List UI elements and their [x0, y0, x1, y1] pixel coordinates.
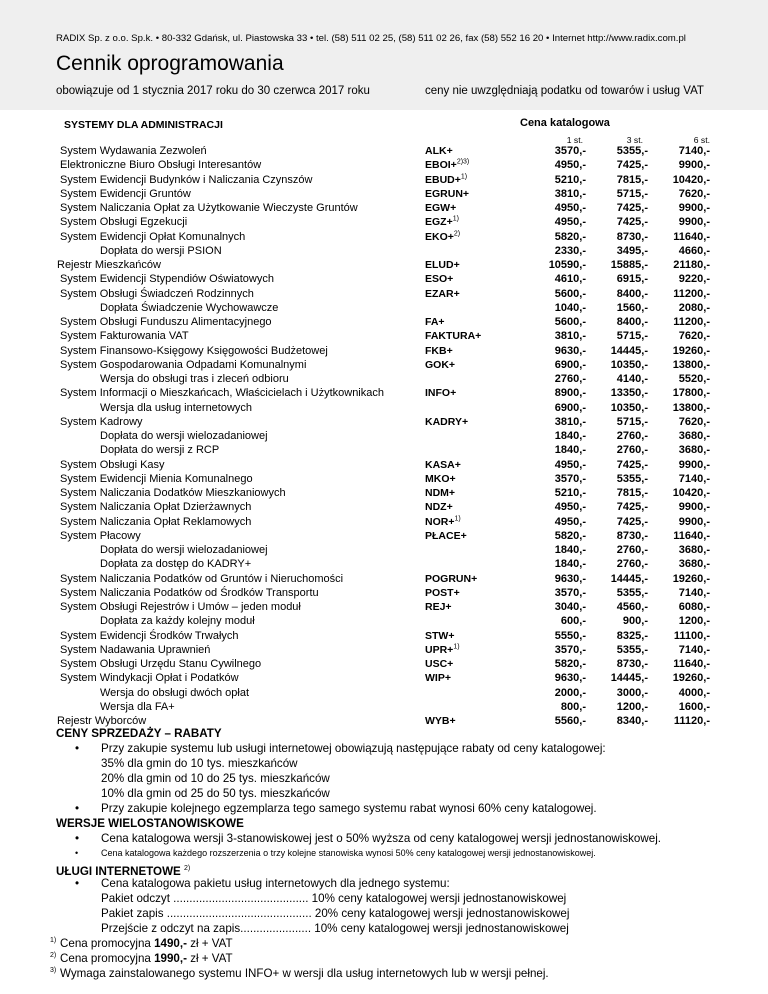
- product-name: System Obsługi Rejestrów i Umów – jeden moduł: [60, 601, 301, 613]
- footnote-ref: 1): [460, 173, 468, 180]
- table-sub-row: [0, 244, 768, 258]
- price-1-station: 5550,-: [554, 629, 586, 642]
- table-sub-row: [0, 686, 768, 700]
- table-row: [0, 486, 768, 500]
- price-3-station: 3495,-: [616, 244, 648, 257]
- product-code: POGRUN+: [425, 572, 478, 585]
- price-6-station: 9900,-: [678, 159, 710, 172]
- product-code: EKO+$^{2)}$: [425, 230, 461, 243]
- product-code: MKO+: [425, 472, 456, 485]
- table-row: [0, 230, 768, 244]
- price-6-station: 9900,-: [678, 458, 710, 471]
- product-name: System Naliczania Podatków od Gruntów i Nieruchomości: [60, 572, 344, 585]
- table-row: [0, 173, 768, 187]
- product-code: NOR+$^{1)}$: [425, 515, 461, 528]
- price-1-station: 4950,-: [554, 458, 586, 471]
- price-6-station: 3680,-: [678, 430, 710, 442]
- table-row: [0, 515, 768, 529]
- table-row: [0, 458, 768, 472]
- price-6-station: 11640,-: [673, 658, 710, 670]
- multistation-title: WERSJE WIELOSTANOWISKOWE: [56, 817, 244, 830]
- price-1-station: 3040,-: [554, 601, 586, 613]
- price-1-station: 2000,-: [554, 686, 586, 699]
- price-6-station: 19260,-: [672, 672, 710, 685]
- company-info: RADIX Sp. z o.o. Sp.k. • 80-332 Gdańsk, ul. Piastowska 33 • tel. (58) 511 02 25, (58) 511 02 26, fax (58) 552 16 20 • Internet http://www.radix.com.pl: [56, 33, 686, 44]
- product-name: System Obsługi Świadczeń Rodzinnych: [60, 287, 254, 300]
- table-row: [0, 572, 768, 586]
- internet-title-sup: 2): [183, 865, 191, 872]
- price-3-station: 13350,-: [610, 387, 648, 400]
- price-3-station: 4140,-: [616, 373, 648, 385]
- table-row: [0, 258, 768, 272]
- price-3-station: 7425,-: [616, 159, 648, 172]
- price-1-station: 5600,-: [554, 287, 586, 300]
- price-6-station: 17800,-: [672, 387, 710, 400]
- price-3-station: 8400,-: [616, 316, 648, 328]
- product-code: REJ+: [425, 601, 452, 613]
- table-row: [0, 158, 768, 172]
- product-name: Dopłata do wersji wielozadaniowej: [100, 544, 268, 556]
- price-1-station: 1840,-: [554, 430, 586, 442]
- price-1-station: 1840,-: [554, 444, 586, 457]
- column-header-1st: 1 st.: [566, 135, 583, 145]
- product-name: Dopłata Świadczenie Wychowawcze: [100, 301, 279, 314]
- price-1-station: 4950,-: [554, 216, 586, 229]
- product-name: System Naliczania Dodatków Mieszkaniowych: [60, 487, 286, 499]
- footnote-ref: 1): [453, 643, 460, 651]
- footnote-text: Cena promocyjna: [60, 952, 155, 965]
- price-6-station: 13800,-: [672, 358, 710, 371]
- price-3-station: 5355,-: [616, 586, 648, 599]
- price-6-station: 5520,-: [678, 373, 710, 385]
- price-6-station: 7620,-: [678, 415, 710, 428]
- price-1-station: 3810,-: [554, 330, 586, 343]
- price-1-station: 5560,-: [554, 715, 586, 727]
- price-3-station: 7425,-: [616, 515, 648, 528]
- price-1-station: 4610,-: [554, 273, 586, 286]
- price-3-station: 14445,-: [610, 572, 648, 585]
- price-6-station: 10420,-: [672, 487, 710, 499]
- price-1-station: 5820,-: [554, 658, 586, 670]
- internet-package-read: Pakiet odczyt .......................................... 10% ceny katalogowej wersji jednostanowiskowej: [101, 892, 567, 905]
- product-name: System Naliczania Podatków od Środków Transportu: [60, 586, 319, 599]
- product-code: ESO+: [425, 273, 454, 286]
- discount-tier-3: 10% dla gmin od 25 do 50 tys. mieszkańców: [101, 787, 330, 800]
- discount-tier-1: 35% dla gmin do 10 tys. mieszkańców: [101, 757, 298, 770]
- price-3-station: 2760,-: [616, 430, 648, 442]
- footnote-text: zł + VAT: [186, 952, 233, 965]
- table-sub-row: [0, 372, 768, 386]
- price-6-station: 19260,-: [672, 344, 710, 357]
- product-name: System Ewidencji Mienia Komunalnego: [60, 472, 253, 485]
- price-6-station: 9900,-: [678, 216, 710, 229]
- product-code: KADRY+: [425, 415, 469, 428]
- price-3-station: 6915,-: [616, 273, 648, 286]
- price-1-station: 3810,-: [554, 415, 586, 428]
- product-code: EBOI+$^{2)3)}$: [425, 158, 470, 172]
- footnote-1: [0, 936, 768, 951]
- price-6-station: 6080,-: [678, 601, 710, 613]
- price-6-station: 4660,-: [678, 244, 710, 257]
- price-3-station: 1200,-: [616, 700, 648, 713]
- product-name: Wersja do obsługi tras i zleceń odbioru: [100, 373, 289, 385]
- footnote-text: zł + VAT: [186, 937, 233, 950]
- price-6-station: 9220,-: [678, 273, 710, 286]
- price-6-station: 9900,-: [678, 501, 710, 514]
- product-name: System Finansowo-Księgowy Księgowości Budżetowej: [60, 344, 328, 357]
- product-name: System Ewidencji Gruntów: [60, 187, 191, 200]
- price-6-station: 3680,-: [678, 558, 710, 571]
- page-title: Cennik oprogramowania: [56, 52, 284, 75]
- footnote-mark: 1): [50, 937, 57, 944]
- price-3-station: 1560,-: [616, 301, 648, 314]
- header-band: [0, 0, 768, 110]
- product-name: System Ewidencji Budynków i Naliczania Czynszów: [60, 173, 313, 186]
- table-row: [0, 472, 768, 486]
- footnote-price: 1490,-: [154, 937, 187, 950]
- product-name: Rejestr Wyborców: [57, 715, 147, 727]
- product-code: NDM+: [425, 487, 456, 499]
- footnote-3: [0, 966, 768, 981]
- price-3-station: 10350,-: [610, 358, 648, 371]
- product-code: EGZ+$^{1)}$: [425, 215, 459, 229]
- price-6-station: 9900,-: [678, 515, 710, 528]
- table-row: [0, 586, 768, 600]
- price-header: Cena katalogowa: [520, 117, 610, 129]
- product-name: Wersja do obsługi dwóch opłat: [100, 686, 249, 699]
- table-row: [0, 386, 768, 400]
- table-row: [0, 600, 768, 614]
- product-name: Dopłata do wersji wielozadaniowej: [100, 430, 268, 442]
- product-name: Elektroniczne Biuro Obsługi Interesantów: [60, 159, 262, 172]
- price-6-station: 7140,-: [678, 472, 710, 485]
- price-6-station: 9900,-: [678, 202, 710, 214]
- price-1-station: 600,-: [560, 615, 586, 628]
- product-code: GOK+: [425, 358, 456, 371]
- footnote-text: Wymaga zainstalowanego systemu INFO+ w wersji dla usług internetowych lub w wersji pełnej.: [60, 967, 549, 980]
- price-1-station: 6900,-: [554, 401, 586, 414]
- price-1-station: 2760,-: [554, 373, 586, 385]
- multistation-bullet-1: • Cena katalogowa wersji 3-stanowiskowej jest o 50% wyższa od ceny katalogowej wersji jednostanowiskowej.: [0, 831, 768, 846]
- product-code: WIP+: [425, 672, 451, 685]
- price-3-station: 8730,-: [616, 230, 648, 243]
- table-sub-row: [0, 443, 768, 457]
- price-1-station: 4950,-: [554, 515, 586, 528]
- table-row: [0, 415, 768, 429]
- price-1-station: 8900,-: [554, 387, 586, 400]
- product-code: FAKTURA+: [425, 330, 482, 343]
- price-1-station: 3570,-: [554, 643, 586, 656]
- product-name: System Naliczania Opłat Dzierżawnych: [60, 501, 252, 514]
- price-6-station: 4000,-: [678, 686, 710, 699]
- price-1-station: 1840,-: [554, 558, 586, 571]
- price-3-station: 2760,-: [616, 444, 648, 457]
- price-6-station: 7620,-: [678, 187, 710, 200]
- price-1-station: 3810,-: [554, 187, 586, 200]
- product-code: EGRUN+: [425, 187, 470, 200]
- price-table: [0, 144, 768, 728]
- price-3-station: 10350,-: [610, 401, 648, 414]
- price-6-station: 11120,-: [673, 715, 710, 727]
- discounts-bullet-1: • Przy zakupie systemu lub usługi internetowej obowiązują następujące rabaty od ceny katalogowej:: [0, 741, 768, 756]
- footnote-ref: 2): [453, 230, 461, 237]
- product-code: EBUD+$^{1)}$: [425, 173, 468, 186]
- product-name: Dopłata za dostęp do KADRY+: [100, 558, 252, 571]
- table-row: [0, 201, 768, 215]
- price-3-station: 7815,-: [616, 487, 648, 499]
- price-3-station: 5715,-: [616, 187, 648, 200]
- product-code: ALK+: [425, 145, 453, 157]
- product-name: System Gospodarowania Odpadami Komunalnymi: [60, 358, 307, 371]
- table-row: [0, 643, 768, 657]
- price-3-station: 5355,-: [616, 472, 648, 485]
- price-3-station: 8730,-: [616, 658, 648, 670]
- product-name: System Ewidencji Środków Trwałych: [60, 629, 239, 642]
- product-code: ELUD+: [425, 259, 460, 271]
- table-row: [0, 657, 768, 671]
- product-name: System Kadrowy: [60, 415, 143, 428]
- product-name: System Obsługi Egzekucji: [60, 216, 188, 229]
- price-1-station: 5600,-: [554, 316, 586, 328]
- price-1-station: 6900,-: [554, 358, 586, 371]
- price-6-station: 11640,-: [673, 529, 710, 542]
- product-name: System Fakturowania VAT: [60, 330, 189, 343]
- price-1-station: 9630,-: [554, 672, 586, 685]
- price-6-station: 2080,-: [678, 301, 710, 314]
- price-3-station: 8340,-: [616, 715, 648, 727]
- price-1-station: 4950,-: [554, 159, 586, 172]
- internet-title: [0, 861, 768, 876]
- footnote-ref: 2)3): [456, 158, 470, 166]
- price-3-station: 7815,-: [616, 173, 648, 186]
- product-name: Wersja dla FA+: [100, 700, 175, 713]
- internet-bullet-1: • Cena katalogowa pakietu usług internetowych dla jednego systemu:: [0, 876, 768, 891]
- price-1-station: 5210,-: [554, 173, 586, 186]
- footnote-ref: 1): [454, 515, 461, 522]
- product-code: STW+: [425, 629, 455, 642]
- product-name: System Obsługi Kasy: [60, 458, 165, 471]
- price-6-station: 7620,-: [678, 330, 710, 343]
- product-code: NDZ+: [425, 501, 453, 514]
- price-1-station: 3570,-: [554, 145, 586, 157]
- product-code: WYB+: [425, 715, 456, 727]
- price-1-station: 1040,-: [554, 301, 586, 314]
- table-row: [0, 187, 768, 201]
- column-header-6st: 6 st.: [693, 135, 710, 145]
- price-6-station: 21180,-: [673, 259, 710, 271]
- price-1-station: 3570,-: [554, 586, 586, 599]
- discounts-bullet-2: • Przy zakupie kolejnego egzemplarza tego samego systemu rabat wynosi 60% ceny katalogowej.: [0, 801, 768, 816]
- price-3-station: 14445,-: [610, 344, 648, 357]
- product-code: UPR+$^{1)}$: [425, 643, 460, 656]
- price-6-station: 7140,-: [678, 643, 710, 656]
- table-row: [0, 500, 768, 514]
- product-name: System Płacowy: [60, 529, 141, 542]
- price-6-station: 11200,-: [673, 287, 710, 300]
- multistation-bullet-2: • Cena katalogowa każdego rozszerzenia o trzy kolejne stanowiska wynosi 50% ceny katalogowej wersji jednostanowiskowej.: [0, 846, 768, 861]
- price-3-station: 7425,-: [616, 216, 648, 229]
- price-6-station: 11200,-: [673, 316, 710, 328]
- table-row: [0, 272, 768, 286]
- validity-period: obowiązuje od 1 stycznia 2017 roku do 30 czerwca 2017 roku: [56, 85, 370, 97]
- price-3-station: 15885,-: [610, 259, 648, 271]
- internet-title-text: UŁUGI INTERNETOWE: [56, 864, 181, 878]
- price-1-station: 4950,-: [554, 202, 586, 214]
- discounts-title: CENY SPRZEDAŻY – RABATY: [56, 727, 222, 740]
- column-header-3st: 3 st.: [626, 135, 643, 145]
- vat-note: ceny nie uwzględniają podatku od towarów i usług VAT: [425, 85, 704, 97]
- product-code: FKB+: [425, 344, 453, 357]
- product-name: System Obsługi Urzędu Stanu Cywilnego: [60, 658, 262, 670]
- price-1-station: 2330,-: [554, 244, 586, 257]
- table-sub-row: [0, 543, 768, 557]
- table-sub-row: [0, 700, 768, 714]
- product-name: System Ewidencji Stypendiów Oświatowych: [60, 273, 274, 286]
- table-row: [0, 629, 768, 643]
- price-3-station: 7425,-: [616, 202, 648, 214]
- product-name: System Informacji o Mieszkańcach, Właścicielach i Użytkownikach: [60, 387, 384, 400]
- table-sub-row: [0, 301, 768, 315]
- price-3-station: 3000,-: [616, 686, 648, 699]
- price-1-station: 5820,-: [554, 529, 586, 542]
- product-code: EGW+: [425, 202, 457, 214]
- table-sub-row: [0, 429, 768, 443]
- footnote-price: 1990,-: [154, 952, 187, 965]
- price-1-station: 9630,-: [554, 572, 586, 585]
- product-name: System Nadawania Uprawnień: [60, 643, 211, 656]
- price-3-station: 5355,-: [616, 643, 648, 656]
- price-3-station: 5715,-: [616, 330, 648, 343]
- price-1-station: 4950,-: [554, 501, 586, 514]
- price-6-station: 1200,-: [678, 615, 710, 628]
- price-3-station: 7425,-: [616, 501, 648, 514]
- price-3-station: 5715,-: [616, 415, 648, 428]
- product-name: System Windykacji Opłat i Podatków: [60, 672, 239, 685]
- product-name: Dopłata za każdy kolejny moduł: [100, 615, 255, 628]
- footnote-text: Cena promocyjna: [60, 937, 155, 950]
- table-row: [0, 671, 768, 685]
- product-code: USC+: [425, 658, 454, 670]
- price-3-station: 2760,-: [616, 544, 648, 556]
- price-6-station: 3680,-: [678, 544, 710, 556]
- table-row: [0, 358, 768, 372]
- product-code: FA+: [425, 316, 445, 328]
- price-1-station: 5210,-: [554, 487, 586, 499]
- product-name: System Naliczania Opłat Reklamowych: [60, 515, 252, 528]
- footnote-mark: 2): [50, 952, 57, 959]
- product-code: INFO+: [425, 387, 457, 400]
- price-6-station: 7140,-: [678, 586, 710, 599]
- footnote-mark: 3): [50, 967, 57, 974]
- price-3-station: 7425,-: [616, 458, 648, 471]
- section-title: SYSTEMY DLA ADMINISTRACJI: [64, 119, 223, 131]
- price-3-station: 4560,-: [616, 601, 648, 613]
- price-6-station: 7140,-: [678, 145, 710, 157]
- price-1-station: 1840,-: [554, 544, 586, 556]
- table-row: [0, 344, 768, 358]
- price-3-station: 14445,-: [610, 672, 648, 685]
- discount-tier-2: 20% dla gmin od 10 do 25 tys. mieszkańców: [101, 772, 330, 785]
- product-name: System Ewidencji Opłat Komunalnych: [60, 230, 246, 243]
- footnote-ref: 1): [452, 215, 459, 223]
- table-sub-row: [0, 557, 768, 571]
- product-name: Dopłata do wersji z RCP: [100, 444, 220, 457]
- internet-package-upgrade: Przejście z odczyt na zapis...................... 10% ceny katalogowej wersji jednostanowiskowej: [101, 922, 569, 935]
- product-name: Rejestr Mieszkańców: [57, 259, 161, 271]
- price-1-station: 9630,-: [554, 344, 586, 357]
- table-row: [0, 315, 768, 329]
- price-3-station: 2760,-: [616, 558, 648, 571]
- internet-package-write: Pakiet zapis ............................................. 20% ceny katalogowej wersji jednostanowiskowej: [101, 907, 570, 920]
- table-sub-row: [0, 401, 768, 415]
- product-code: POST+: [425, 586, 460, 599]
- price-6-station: 19260,-: [672, 572, 710, 585]
- price-6-station: 11100,-: [673, 629, 710, 642]
- table-row: [0, 529, 768, 543]
- product-name: Wersja dla usług internetowych: [100, 401, 253, 414]
- product-code: EZAR+: [425, 287, 460, 300]
- price-1-station: 3570,-: [554, 472, 586, 485]
- table-row: [0, 329, 768, 343]
- price-1-station: 800,-: [560, 700, 586, 713]
- product-code: KASA+: [425, 458, 461, 471]
- product-name: Dopłata do wersji PSION: [100, 244, 222, 257]
- price-3-station: 8325,-: [616, 629, 648, 642]
- price-1-station: 5820,-: [554, 230, 586, 243]
- price-3-station: 5355,-: [616, 145, 648, 157]
- product-code: PŁACE+: [425, 529, 467, 542]
- product-name: System Naliczania Opłat za Użytkowanie Wieczyste Gruntów: [60, 202, 358, 214]
- price-6-station: 11640,-: [673, 230, 710, 243]
- product-name: System Obsługi Funduszu Alimentacyjnego: [60, 316, 272, 328]
- price-1-station: 10590,-: [548, 259, 586, 271]
- price-3-station: 8730,-: [616, 529, 648, 542]
- product-name: System Wydawania Zezwoleń: [60, 145, 207, 157]
- price-3-station: 8400,-: [616, 287, 648, 300]
- price-3-station: 900,-: [622, 615, 648, 628]
- price-6-station: 10420,-: [672, 173, 710, 186]
- terms-section: [0, 726, 768, 981]
- table-row: [0, 215, 768, 229]
- price-6-station: 13800,-: [672, 401, 710, 414]
- price-6-station: 1600,-: [678, 700, 710, 713]
- table-row: [0, 144, 768, 158]
- price-6-station: 3680,-: [678, 444, 710, 457]
- footnote-2: [0, 951, 768, 966]
- table-sub-row: [0, 614, 768, 628]
- table-row: [0, 287, 768, 301]
